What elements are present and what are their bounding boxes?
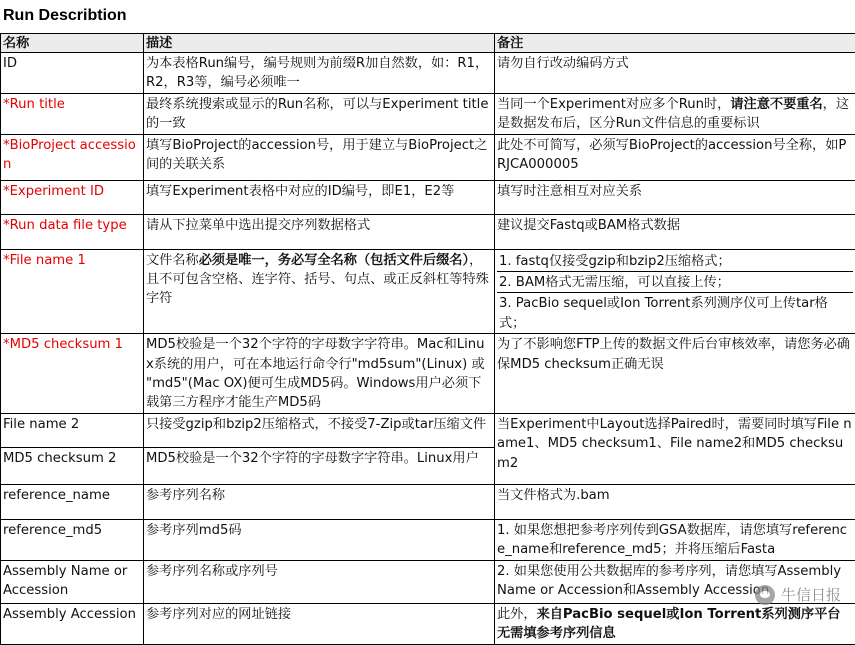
row-description: 文件名称必须是唯一，务必写全名称（包括文件后缀名），且不可包含空格、连字符、括号、句点、或正反斜杠等特殊字符 — [144, 249, 495, 334]
row-note: 当文件格式为.bam — [495, 484, 855, 519]
row-description: 请从下拉菜单中选出提交序列数据格式 — [144, 214, 495, 249]
row-name: *File name 1 — [1, 249, 144, 334]
row-note: 当Experiment中Layout选择Paired时，需要同时填写File name1、MD5 checksum1、File name2和MD5 checksum2 — [495, 413, 855, 484]
row-note: 2. 如果您使用公共数据库的参考序列，请您填写Assembly Name or Accession和Assembly Accession — [495, 560, 855, 603]
row-name: *Experiment ID — [1, 180, 144, 214]
row-description: 参考序列名称或序列号 — [144, 560, 495, 603]
row-description: 填写Experiment表格中对应的ID编号，即E1，E2等 — [144, 180, 495, 214]
note-item: 1. fastq仅接受gzip和bzip2压缩格式； — [497, 251, 853, 272]
row-note — [495, 249, 855, 334]
row-description: 填写BioProject的accession号，用于建立与BioProject之间的关联关系 — [144, 134, 495, 180]
row-description: MD5校验是一个32个字符的字母数字字符串。Linux用户 — [144, 447, 495, 484]
row-note: 1. 如果您想把参考序列传到GSA数据库，请您填写reference_name和reference_md5；并将压缩后Fasta — [495, 519, 855, 560]
row-description: 为本表格Run编号，编号规则为前缀R加自然数，如：R1，R2，R3等，编号必须唯一 — [144, 53, 495, 94]
table-row — [1, 484, 855, 519]
watermark-logo-icon — [755, 585, 775, 605]
note-item: 3. PacBio sequel或Ion Torrent系列测序仪可上传tar格式； — [497, 293, 853, 333]
table-header-row — [1, 34, 855, 53]
row-description: 参考序列md5码 — [144, 519, 495, 560]
table-row — [1, 214, 855, 249]
row-name: reference_md5 — [1, 519, 144, 560]
row-name: File name 2 — [1, 413, 144, 447]
table-row — [1, 134, 855, 180]
table-row — [1, 413, 855, 447]
run-description-table — [0, 33, 855, 645]
table-row — [1, 519, 855, 560]
row-description: MD5校验是一个32个字符的字母数字字符串。Mac和Linux系统的用户，可在本地运行命令行"md5sum"(Linux) 或 "md5"(Mac OX)便可生成MD5码。Windows用户必须下载第三方程序才能生产MD5码 — [144, 334, 495, 414]
row-note: 建议提交Fastq或BAM格式数据 — [495, 214, 855, 249]
row-description: 参考序列名称 — [144, 484, 495, 519]
row-description: 参考序列对应的网址链接 — [144, 603, 495, 644]
header-note: 备注 — [495, 34, 855, 53]
row-note: 此外，来自PacBio sequel或Ion Torrent系列测序平台无需填参考序列信息 — [495, 603, 855, 644]
row-note: 为了不影响您FTP上传的数据文件后台审核效率，请您务必确保MD5 checksum正确无误 — [495, 334, 855, 414]
row-note — [495, 93, 855, 134]
row-note: 此处不可简写，必须写BioProject的accession号全称，如PRJCA000005 — [495, 134, 855, 180]
table-title: Run Describtion — [3, 7, 127, 25]
watermark-text: 牛信日报 — [781, 584, 841, 605]
table-row — [1, 560, 855, 603]
row-name: *Run title — [1, 93, 144, 134]
row-name: *BioProject accession — [1, 134, 144, 180]
watermark — [755, 584, 841, 605]
table-row — [1, 249, 855, 334]
note-emphasis: 请注意不要重名 — [730, 97, 822, 112]
row-name: ID — [1, 53, 144, 94]
table-row — [1, 53, 855, 94]
row-note: 请勿自行改动编码方式 — [495, 53, 855, 94]
note-item: 2. BAM格式无需压缩，可以直接上传； — [497, 272, 853, 293]
header-name: 名称 — [1, 34, 144, 53]
row-description: 只接受gzip和bzip2压缩格式，不接受7-Zip或tar压缩文件 — [144, 413, 495, 447]
row-name: reference_name — [1, 484, 144, 519]
row-name: Assembly Accession — [1, 603, 144, 644]
table-row — [1, 334, 855, 414]
row-description: 最终系统搜索或显示的Run名称，可以与Experiment title的一致 — [144, 93, 495, 134]
row-note: 填写时注意相互对应关系 — [495, 180, 855, 214]
row-name: Assembly Name or Accession — [1, 560, 144, 603]
table-row — [1, 603, 855, 644]
header-description: 描述 — [144, 34, 495, 53]
table-row — [1, 180, 855, 214]
table-row — [1, 93, 855, 134]
row-name: *Run data file type — [1, 214, 144, 249]
note-text: 当同一个Experiment对应多个Run时，请注意不要重名，这是数据发布后，区分Run文件信息的重要标识 — [497, 97, 849, 131]
row-name: *MD5 checksum 1 — [1, 334, 144, 414]
row-name: MD5 checksum 2 — [1, 447, 144, 484]
